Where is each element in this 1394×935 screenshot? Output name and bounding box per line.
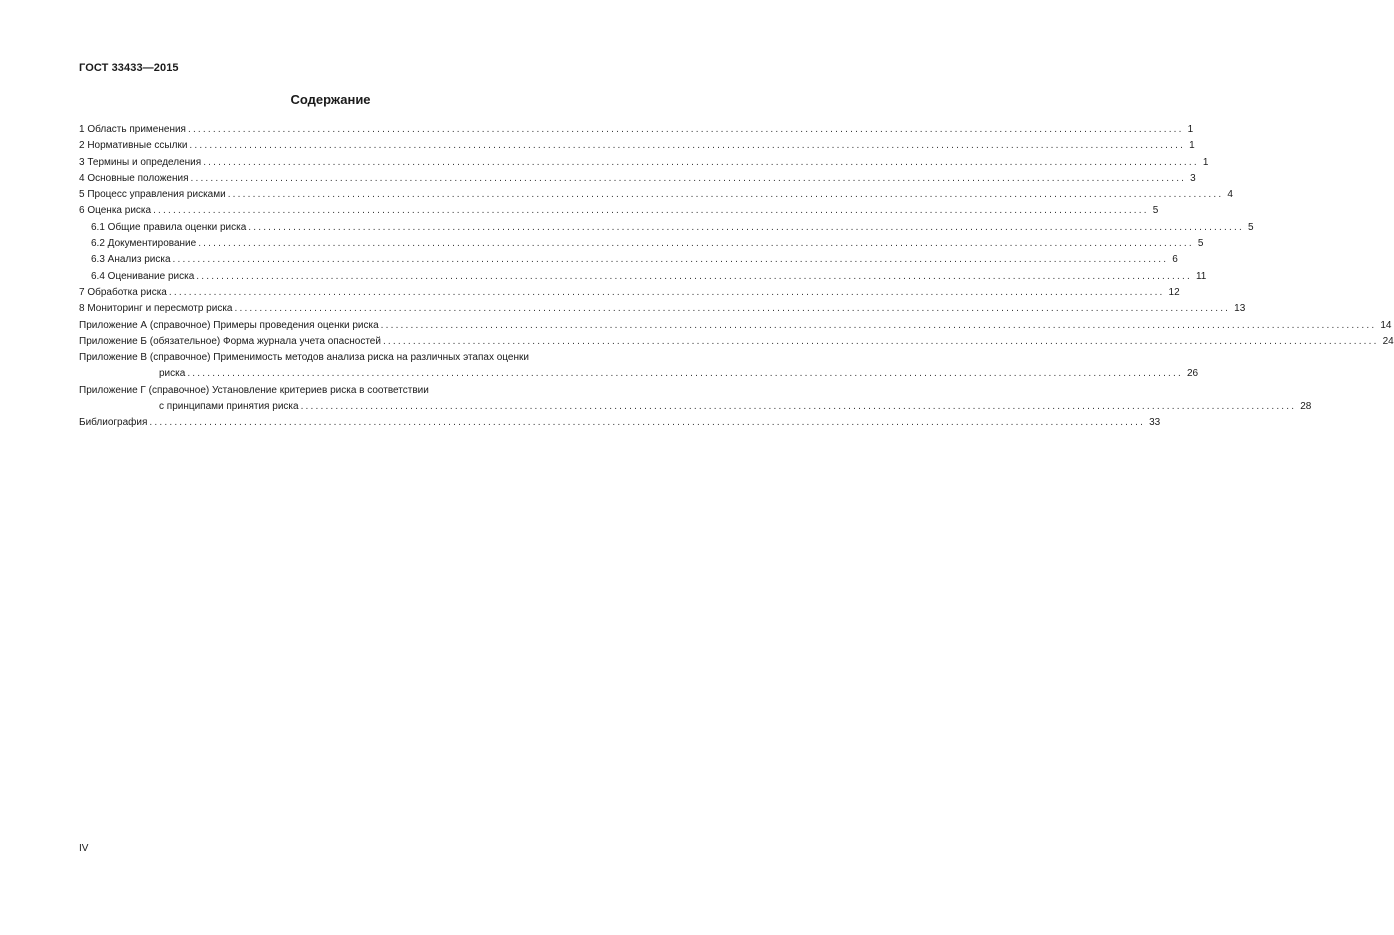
toc-entry-7[interactable]: [79, 285, 1180, 301]
toc-entry-2[interactable]: [79, 138, 1195, 154]
toc-entry-label-continued: риска: [159, 368, 186, 380]
toc-page-number: 14: [1380, 319, 1392, 331]
toc-entry-label-continued: с принципами принятия риска: [159, 401, 299, 413]
toc-leader-dots: ........................................................................................................................................................................................................: [149, 417, 1146, 429]
toc-entry-6-4[interactable]: [79, 269, 1207, 285]
toc-leader-dots: ........................................................................................................................................................................................................: [153, 205, 1149, 217]
toc-entry-label: Приложение В (справочное) Применимость методов анализа риска на различных этапах оценки: [79, 352, 529, 364]
toc-entry-label: 5 Процесс управления рисками: [79, 189, 226, 201]
toc-entry-6-3[interactable]: [79, 252, 1178, 268]
toc-entry-appendix-g[interactable]: [79, 383, 1312, 416]
toc-entry-label: 6.3 Анализ риска: [91, 254, 171, 266]
toc-page-number: 11: [1195, 270, 1207, 282]
toc-entry-5[interactable]: [79, 187, 1233, 203]
toc-entry-label: 4 Основные положения: [79, 172, 189, 184]
toc-page-number: 5: [1152, 205, 1159, 217]
toc-entry-4[interactable]: [79, 171, 1196, 187]
toc-page-number: 4: [1227, 189, 1233, 201]
toc-leader-dots: ........................................................................................................................................................................................................: [234, 303, 1231, 315]
toc-leader-dots: ........................................................................................................................................................................................................: [187, 368, 1183, 380]
toc-leader-dots: ........................................................................................................................................................................................................: [248, 221, 1244, 233]
toc-entry-6-2[interactable]: [79, 236, 1204, 252]
toc-entry-label: Приложение Г (справочное) Установление критериев риска в соответствии: [79, 384, 429, 396]
toc-leader-dots: ........................................................................................................................................................................................................: [203, 156, 1199, 168]
toc-entry-label: 2 Нормативные ссылки: [79, 140, 188, 152]
toc-page-number: 5: [1247, 221, 1254, 233]
toc-page-number: 26: [1186, 368, 1199, 380]
toc-entry-appendix-b[interactable]: [79, 334, 1394, 350]
document-standard-header: ГОСТ 33433—2015: [79, 62, 179, 74]
toc-entry-1[interactable]: [79, 122, 1194, 138]
toc-title: Содержание: [290, 92, 371, 107]
toc-page-number: 6: [1172, 254, 1178, 266]
toc-entry-8[interactable]: [79, 301, 1246, 317]
toc-entry-label: Приложение А (справочное) Примеры проведения оценки риска: [79, 319, 379, 331]
toc-page-number: 3: [1190, 172, 1196, 184]
toc-page-number: 5: [1197, 238, 1204, 250]
toc-leader-dots: ........................................................................................................................................................................................................: [300, 401, 1297, 413]
toc-leader-dots: ........................................................................................................................................................................................................: [198, 238, 1194, 250]
page-number: IV: [79, 843, 89, 854]
toc-page-number: 1: [1187, 124, 1194, 135]
toc-page-number: 28: [1300, 401, 1312, 413]
toc-entry-label: 8 Мониторинг и пересмотр риска: [79, 303, 233, 315]
toc-page-number: 1: [1189, 140, 1195, 152]
toc-page-number: 13: [1234, 303, 1246, 315]
toc-entry-label: 6.2 Документирование: [91, 238, 197, 250]
toc-entry-6-1[interactable]: [79, 220, 1254, 236]
toc-leader-dots: ........................................................................................................................................................................................................: [168, 286, 1165, 298]
toc-leader-dots: ........................................................................................................................................................................................................: [189, 140, 1186, 152]
toc-page-number: 24: [1382, 335, 1394, 347]
toc-entry-appendix-v[interactable]: [79, 350, 1199, 383]
table-of-contents: [79, 122, 1394, 432]
toc-leader-dots: ........................................................................................................................................................................................................: [190, 172, 1187, 184]
toc-page-number: 12: [1168, 286, 1180, 298]
toc-entry-label: 6.1 Общие правила оценки риска: [91, 221, 247, 233]
toc-entry-bibliography[interactable]: [79, 415, 1161, 431]
toc-entry-label: 6.4 Оценивание риска: [91, 270, 195, 282]
toc-leader-dots: ........................................................................................................................................................................................................: [380, 319, 1377, 331]
toc-leader-dots: ........................................................................................................................................................................................................: [172, 254, 1169, 266]
toc-page-number: 1: [1202, 156, 1209, 168]
toc-page-number: 33: [1149, 417, 1161, 429]
toc-leader-dots: ........................................................................................................................................................................................................: [187, 124, 1184, 135]
toc-entry-label: 3 Термины и определения: [79, 156, 202, 168]
toc-leader-dots: ........................................................................................................................................................................................................: [382, 335, 1379, 347]
toc-entry-3[interactable]: [79, 155, 1209, 171]
toc-entry-appendix-a[interactable]: [79, 318, 1392, 334]
toc-entry-6[interactable]: [79, 203, 1159, 219]
toc-entry-label: 6 Оценка риска: [79, 205, 152, 217]
toc-entry-label: 7 Обработка риска: [79, 286, 167, 298]
toc-entry-label: 1 Область применения: [79, 124, 186, 135]
toc-leader-dots: ........................................................................................................................................................................................................: [227, 189, 1224, 201]
toc-entry-label: Библиография: [79, 417, 148, 429]
toc-leader-dots: ........................................................................................................................................................................................................: [196, 270, 1192, 282]
toc-entry-label: Приложение Б (обязательное) Форма журнала учета опасностей: [79, 335, 381, 347]
